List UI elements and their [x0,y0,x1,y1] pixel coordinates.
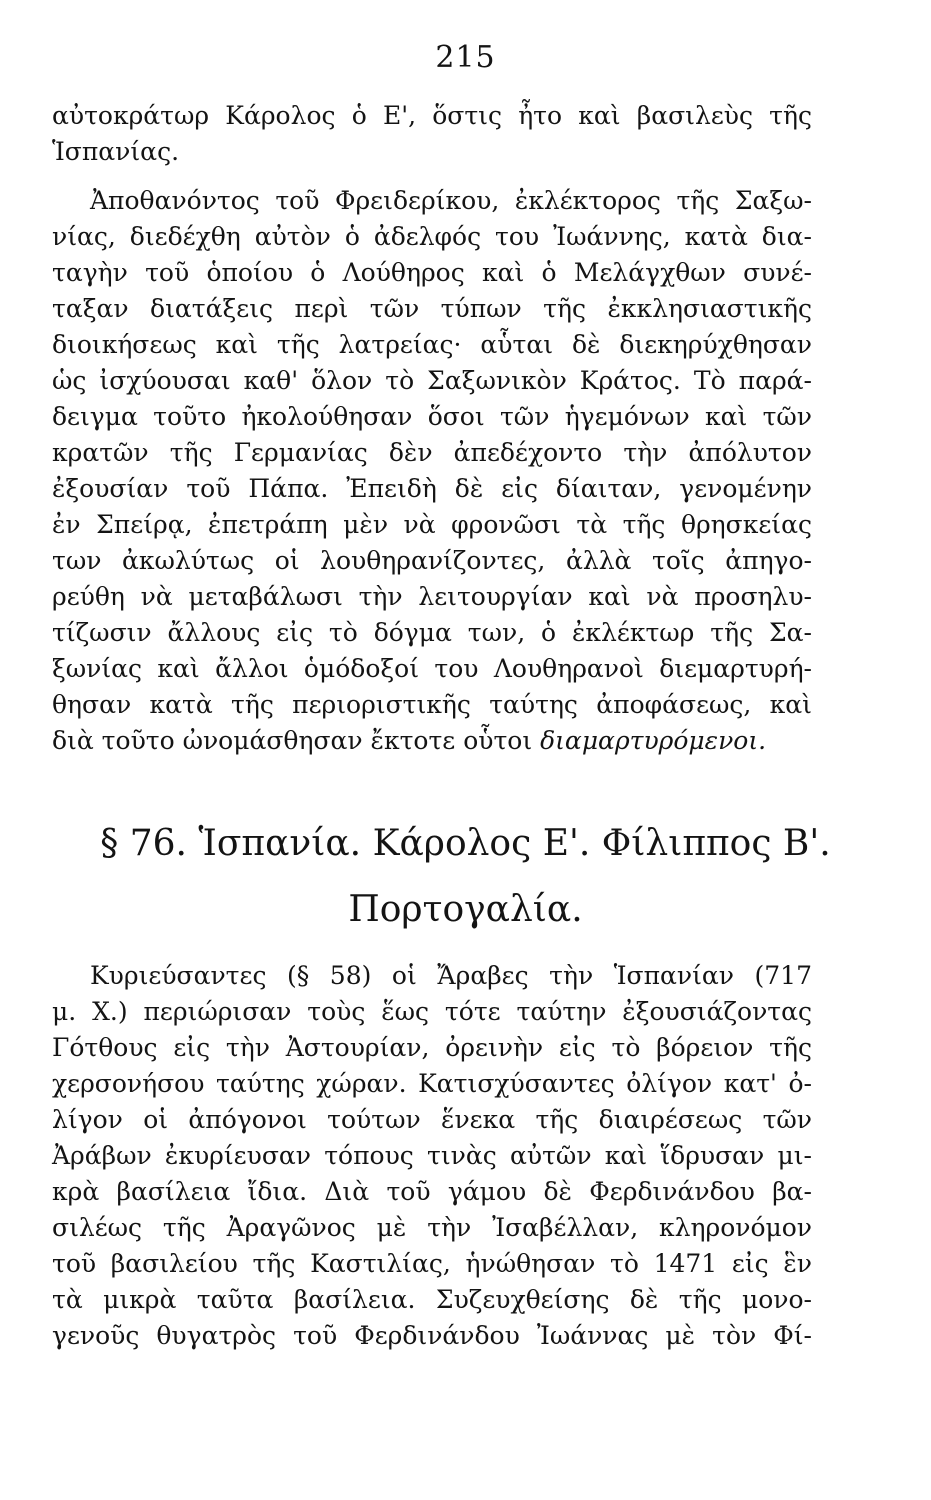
text-line: Γότθους εἰς τὴν Ἀστουρίαν, ὀρεινὴν εἰς τὸ βόρειον τῆς [52,1033,812,1062]
text-line: λίγον οἱ ἀπόγονοι τούτων ἕνεκα τῆς διαιρέσεως τῶν [52,1105,812,1134]
page-number: 215 [435,40,496,75]
text-line: δειγμα τοῦτο ἠκολούθησαν ὅσοι τῶν ἡγεμόνων καὶ τῶν [52,402,812,431]
text-line: ξωνίας καὶ ἄλλοι ὁμόδοξοί του Λουθηρανοὶ διεμαρτυρή- [52,654,812,683]
section-subheading: Πορτογαλία. [348,889,583,930]
text-line: νίας, διεδέχθη αὐτὸν ὁ ἀδελφός του Ἰωάννης, κατὰ δια- [52,222,812,251]
text-line: τίζωσιν ἄλλους εἰς τὸ δόγμα των, ὁ ἐκλέκτωρ τῆς Σα- [52,618,812,647]
text-line: χερσονήσου ταύτης χώραν. Κατισχύσαντες ὀλίγον κατ' ὀ- [52,1069,812,1098]
text-line: σιλέως τῆς Ἀραγῶνος μὲ τὴν Ἰσαβέλλαν, κληρονόμον [52,1213,812,1242]
text-line: των ἀκωλύτως οἱ λουθηρανίζοντες, ἀλλὰ τοῖς ἀπηγο- [52,546,812,575]
text-line: μ. Χ.) περιώρισαν τοὺς ἕως τότε ταύτην ἐξουσιάζοντας [52,997,812,1026]
text-line: αὐτοκράτωρ Κάρολος ὁ Ε', ὅστις ἦτο καὶ βασιλεὺς τῆς [52,101,812,130]
text-line: ταξαν διατάξεις περὶ τῶν τύπων τῆς ἐκκλησιαστικῆς [52,294,812,323]
text-line: κρατῶν τῆς Γερμανίας δὲν ἀπεδέχοντο τὴν ἀπόλυτον [52,438,812,467]
text-line: ὡς ἰσχύουσαι καθ' ὅλον τὸ Σαξωνικὸν Κράτος. Τὸ παρά- [52,366,812,395]
text-line: γενοῦς θυγατρὸς τοῦ Φερδινάνδου Ἰωάννας μὲ τὸν Φί- [52,1321,812,1350]
text-line: ἐν Σπείρᾳ, ἐπετράπη μὲν νὰ φρονῶσι τὰ τῆς θρησκείας [52,510,812,539]
text-line: ταγὴν τοῦ ὁποίου ὁ Λούθηρος καὶ ὁ Μελάγχθων συνέ- [52,258,812,287]
text-line: Ἀράβων ἐκυρίευσαν τόπους τινὰς αὐτῶν καὶ ἵδρυσαν μι- [52,1141,812,1170]
text-line: Κυριεύσαντες (§ 58) οἱ Ἄραβες τὴν Ἱσπανίαν (717 [90,961,812,990]
text-line: ἐξουσίαν τοῦ Πάπα. Ἐπειδὴ δὲ εἰς δίαιταν, γενομένην [52,474,812,503]
text-span: διὰ τοῦτο ὠνομάσθησαν ἔκτοτε οὗτοι [52,726,541,755]
text-line: Ἱσπανίας. [52,137,180,166]
section-heading: § 76. Ἱσπανία. Κάρολος Ε'. Φίλιππος Β'. [100,823,831,864]
text-line [52,725,812,757]
italic-term: διαμαρτυρόμενοι. [540,726,767,755]
text-line: Ἀποθανόντος τοῦ Φρειδερίκου, ἐκλέκτορος τῆς Σαξω- [90,186,812,215]
text-line: διοικήσεως καὶ τῆς λατρείας· αὗται δὲ διεκηρύχθησαν [52,330,812,359]
text-line: τὰ μικρὰ ταῦτα βασίλεια. Συζευχθείσης δὲ τῆς μονο- [52,1285,812,1314]
text-line: ρεύθη νὰ μεταβάλωσι τὴν λειτουργίαν καὶ νὰ προσηλυ- [52,582,812,611]
text-line: τοῦ βασιλείου τῆς Καστιλίας, ἡνώθησαν τὸ 1471 εἰς ἓν [52,1249,812,1278]
text-line: θησαν κατὰ τῆς περιοριστικῆς ταύτης ἀποφάσεως, καὶ [52,690,812,719]
text-line: κρὰ βασίλεια ἴδια. Διὰ τοῦ γάμου δὲ Φερδινάνδου βα- [52,1177,812,1206]
